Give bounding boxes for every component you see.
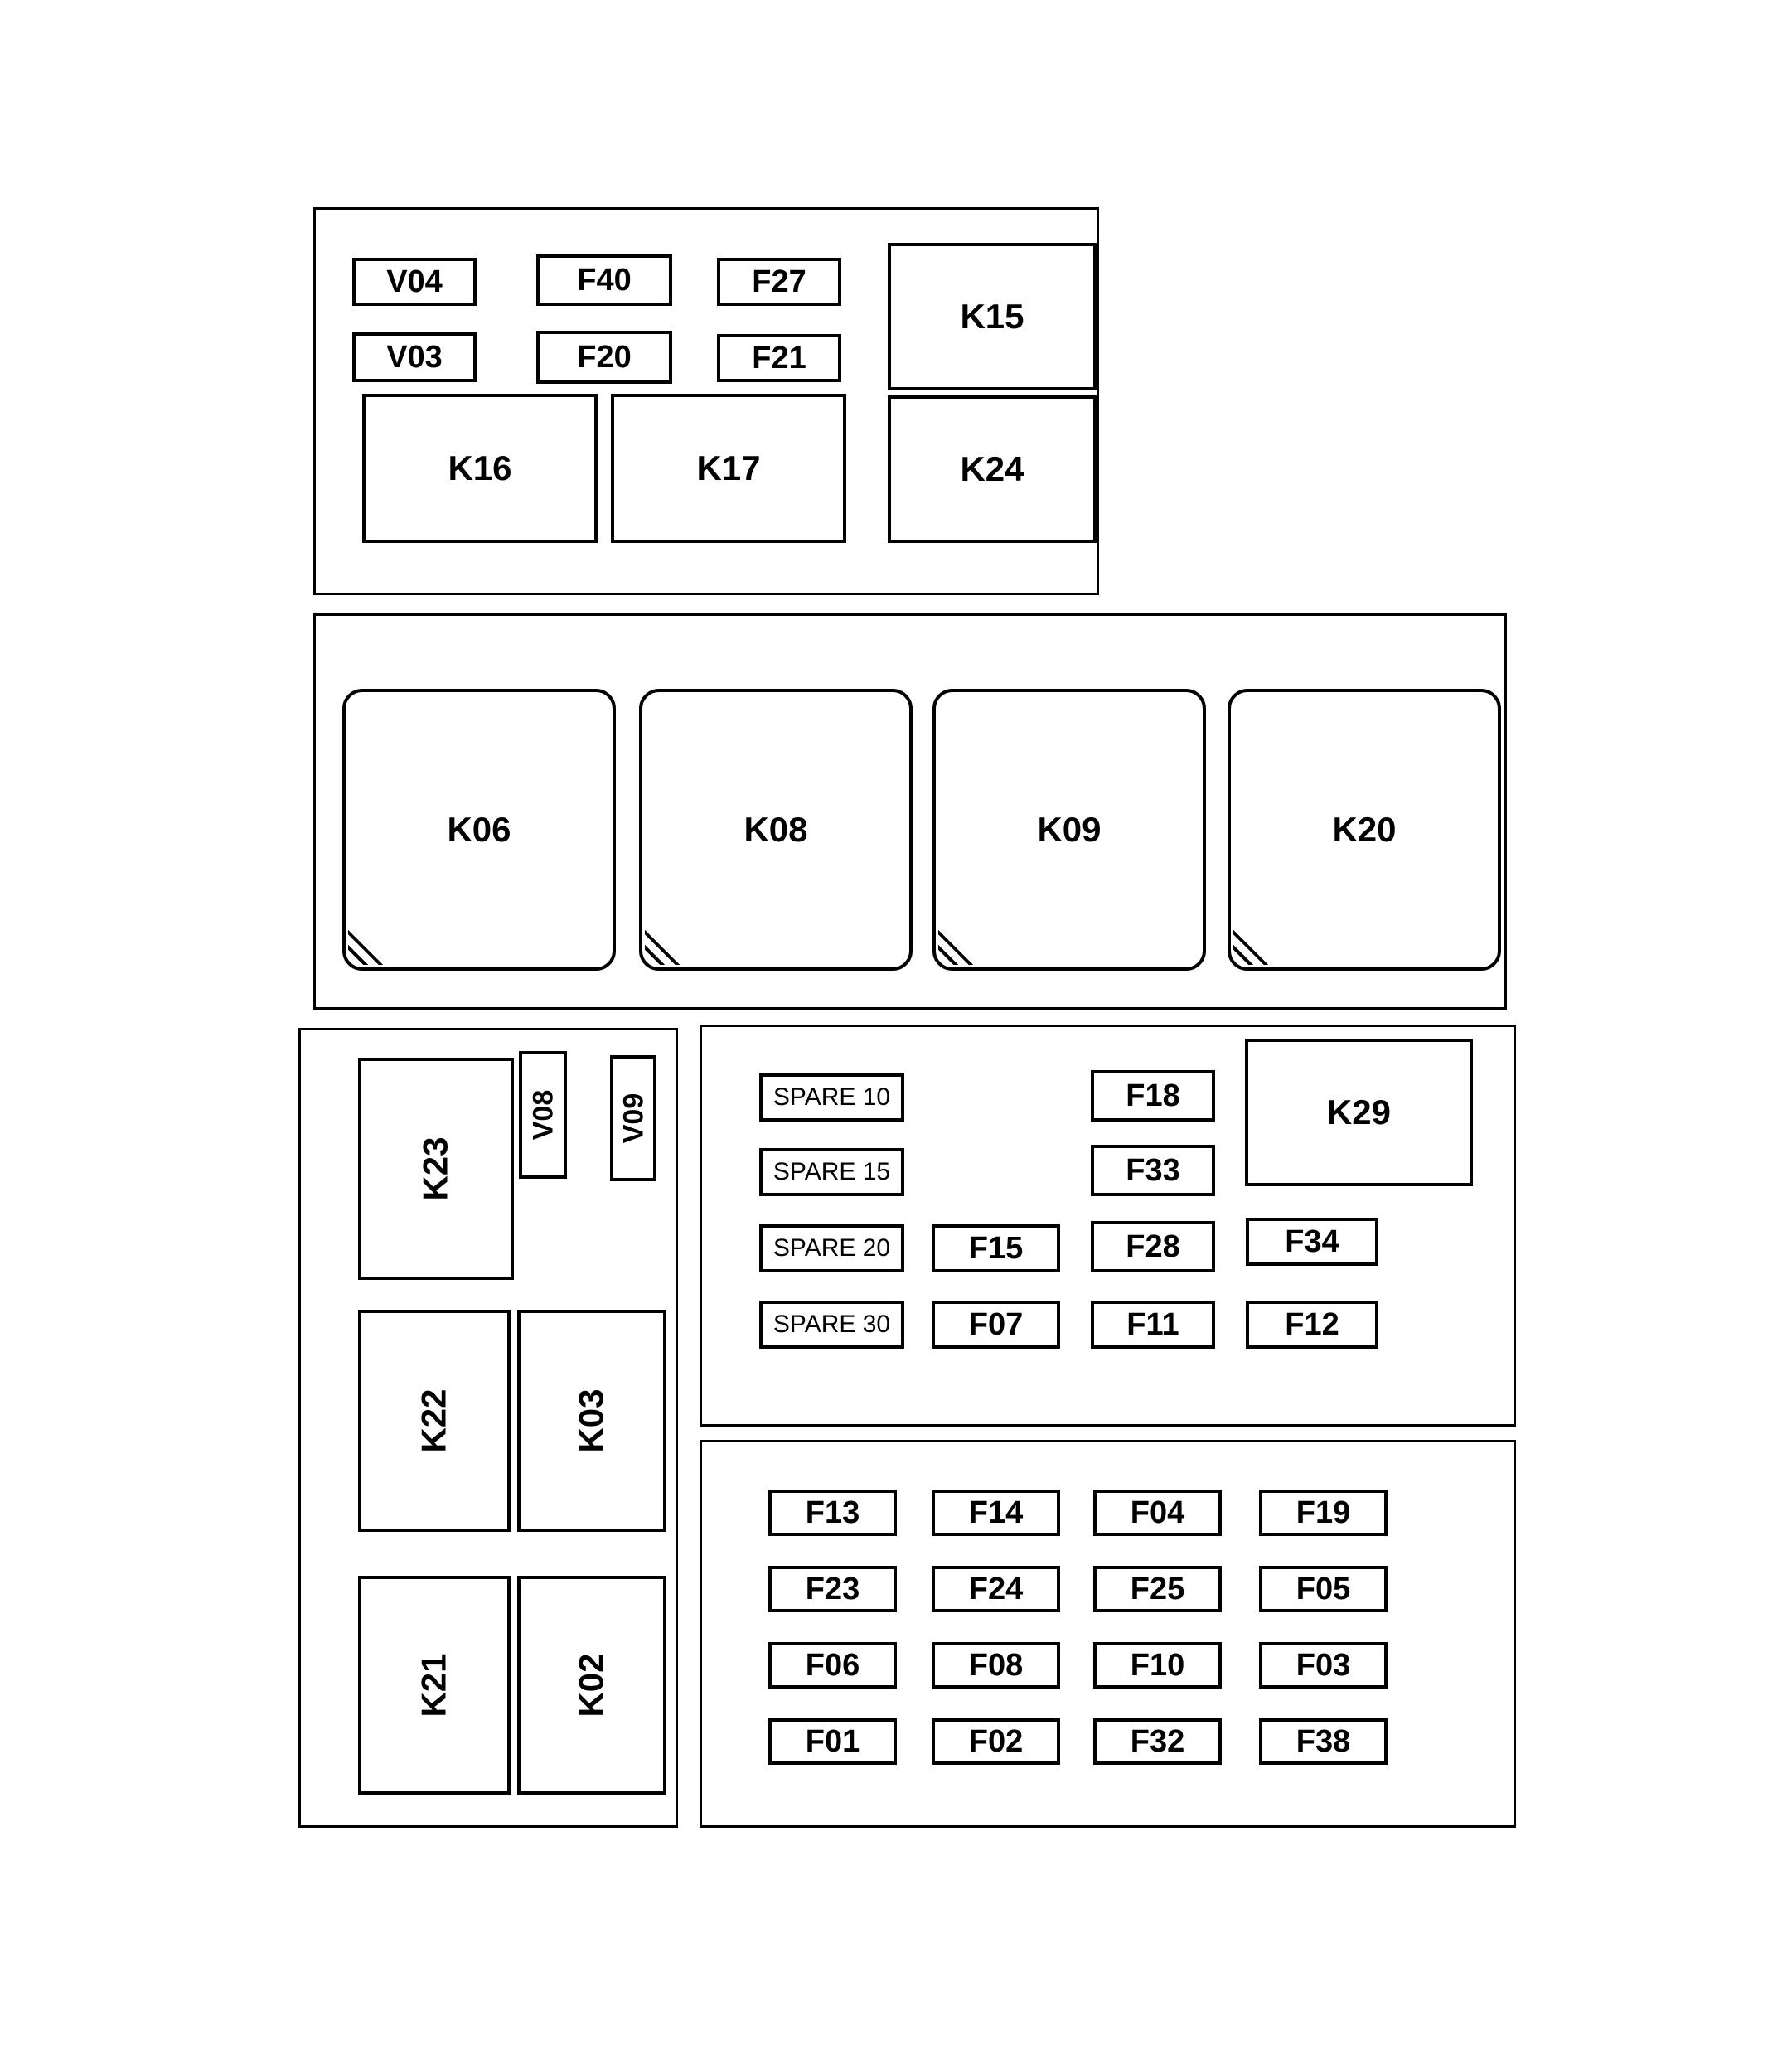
fuse-box-f23 [768,1566,897,1612]
fuse-label: F25 [1130,1572,1185,1606]
fuse-label: F06 [805,1648,860,1683]
fuse-box-f21 [717,334,841,382]
spare-fuse-10 [759,1073,904,1122]
fuse-label: F24 [968,1572,1024,1606]
relay-box-k21 [358,1576,511,1795]
fuse-label: F14 [968,1495,1024,1530]
spare-label: SPARE 10 [772,1083,891,1111]
fuse-box-f08 [932,1642,1060,1689]
fuse-label: F32 [1130,1724,1185,1759]
panel-fuse-grid [700,1440,1516,1828]
fuse-box-f01 [768,1718,897,1765]
fuse-box-f20 [536,331,672,384]
fuse-box-v03 [352,332,477,382]
relay-box-k08 [639,689,913,971]
relay-box-k06 [342,689,616,971]
fuse-label: F11 [1126,1307,1179,1342]
fuse-box-f38 [1259,1718,1388,1765]
fuse-box-f25 [1093,1566,1222,1612]
corner-hatch-icon [1233,927,1271,965]
relay-label: K03 [572,1388,611,1453]
fuse-label: F20 [577,340,632,375]
relay-label: K17 [696,448,761,487]
fuse-label: F03 [1296,1648,1351,1683]
relay-label: K22 [414,1388,453,1453]
relay-box-k09 [932,689,1206,971]
fuse-label: F08 [968,1648,1024,1683]
relay-label: K20 [1332,810,1397,849]
fuse-box-f06 [768,1642,897,1689]
fuse-box-f03 [1259,1642,1388,1689]
spare-label: SPARE 15 [772,1158,891,1185]
fuse-label: F23 [805,1572,860,1606]
fuse-box-v08 [519,1051,567,1179]
fuse-box-f02 [932,1718,1060,1765]
fuse-box-f18 [1091,1070,1215,1122]
spare-fuse-15 [759,1148,904,1196]
relay-label: K09 [1037,810,1102,849]
relay-box-k23 [358,1058,514,1280]
relay-label: K06 [447,810,511,849]
fuse-label: F13 [805,1495,860,1530]
relay-label: K15 [960,297,1024,336]
corner-hatch-icon [645,927,683,965]
fuse-box-f19 [1259,1490,1388,1536]
relay-label: K29 [1326,1093,1392,1131]
fuse-label: F19 [1296,1495,1351,1530]
fuse-label: F40 [577,263,632,298]
fuse-box-f13 [768,1490,897,1536]
relay-box-k29 [1245,1039,1473,1186]
fuse-label: V04 [386,264,443,299]
spare-fuse-20 [759,1224,904,1272]
fuse-box-f10 [1093,1642,1222,1689]
spare-label: SPARE 20 [772,1234,891,1262]
fuse-label: F18 [1126,1078,1180,1113]
panel-top [313,207,1099,595]
fuse-label: F33 [1126,1153,1180,1188]
fuse-box-f05 [1259,1566,1388,1612]
spare-fuse-30 [759,1301,904,1349]
fuse-label: V09 [618,1093,649,1144]
fuse-box-f28 [1091,1221,1215,1272]
fuse-label: F12 [1285,1307,1339,1342]
fuse-box-f24 [932,1566,1060,1612]
spare-label: SPARE 30 [772,1311,891,1338]
fuse-label: F02 [968,1724,1024,1759]
fuse-label: F05 [1296,1572,1351,1606]
corner-hatch-icon [348,927,386,965]
relay-label: K08 [743,810,808,849]
fuse-box-v04 [352,258,477,306]
fuse-label: F04 [1130,1495,1185,1530]
fuse-box-v09 [610,1055,656,1181]
relay-label: K24 [960,449,1024,488]
fuse-label: F15 [968,1231,1024,1266]
relay-label: K16 [448,448,512,487]
fuse-box-f27 [717,258,841,306]
relay-box-k03 [517,1310,666,1532]
relay-label: K02 [572,1653,611,1718]
fuse-box-f32 [1093,1718,1222,1765]
panel-relay-row [313,613,1507,1010]
fuse-box-f34 [1246,1218,1378,1266]
fuse-box-f14 [932,1490,1060,1536]
fuse-label: F01 [805,1724,860,1759]
relay-label: K21 [414,1653,453,1718]
relay-box-k20 [1228,689,1501,971]
relay-box-k15 [888,243,1097,390]
corner-hatch-icon [938,927,976,965]
fuse-box-f11 [1091,1301,1215,1349]
panel-bottom-left [298,1028,678,1828]
relay-box-k24 [888,395,1097,543]
fuse-box-f07 [932,1301,1060,1349]
relay-box-k02 [517,1576,666,1795]
panel-spare-fuses [700,1025,1516,1427]
fuse-label: F21 [752,341,806,376]
fuse-box-f15 [932,1224,1060,1272]
fuse-label: V08 [527,1089,559,1141]
relay-box-k22 [358,1310,511,1532]
relay-box-k17 [611,394,846,543]
fuse-box-f40 [536,254,672,306]
relay-box-k16 [362,394,598,543]
fuse-label: F28 [1126,1229,1180,1264]
fuse-label: F34 [1285,1224,1339,1259]
fuse-label: V03 [386,340,443,375]
fuse-box-f04 [1093,1490,1222,1536]
fuse-label: F07 [968,1307,1024,1342]
fuse-label: F38 [1296,1724,1351,1759]
relay-label: K23 [416,1136,455,1201]
fuse-box-f12 [1246,1301,1378,1349]
fuse-label: F10 [1130,1648,1185,1683]
fuse-box-f33 [1091,1145,1215,1196]
fuse-label: F27 [752,264,806,299]
